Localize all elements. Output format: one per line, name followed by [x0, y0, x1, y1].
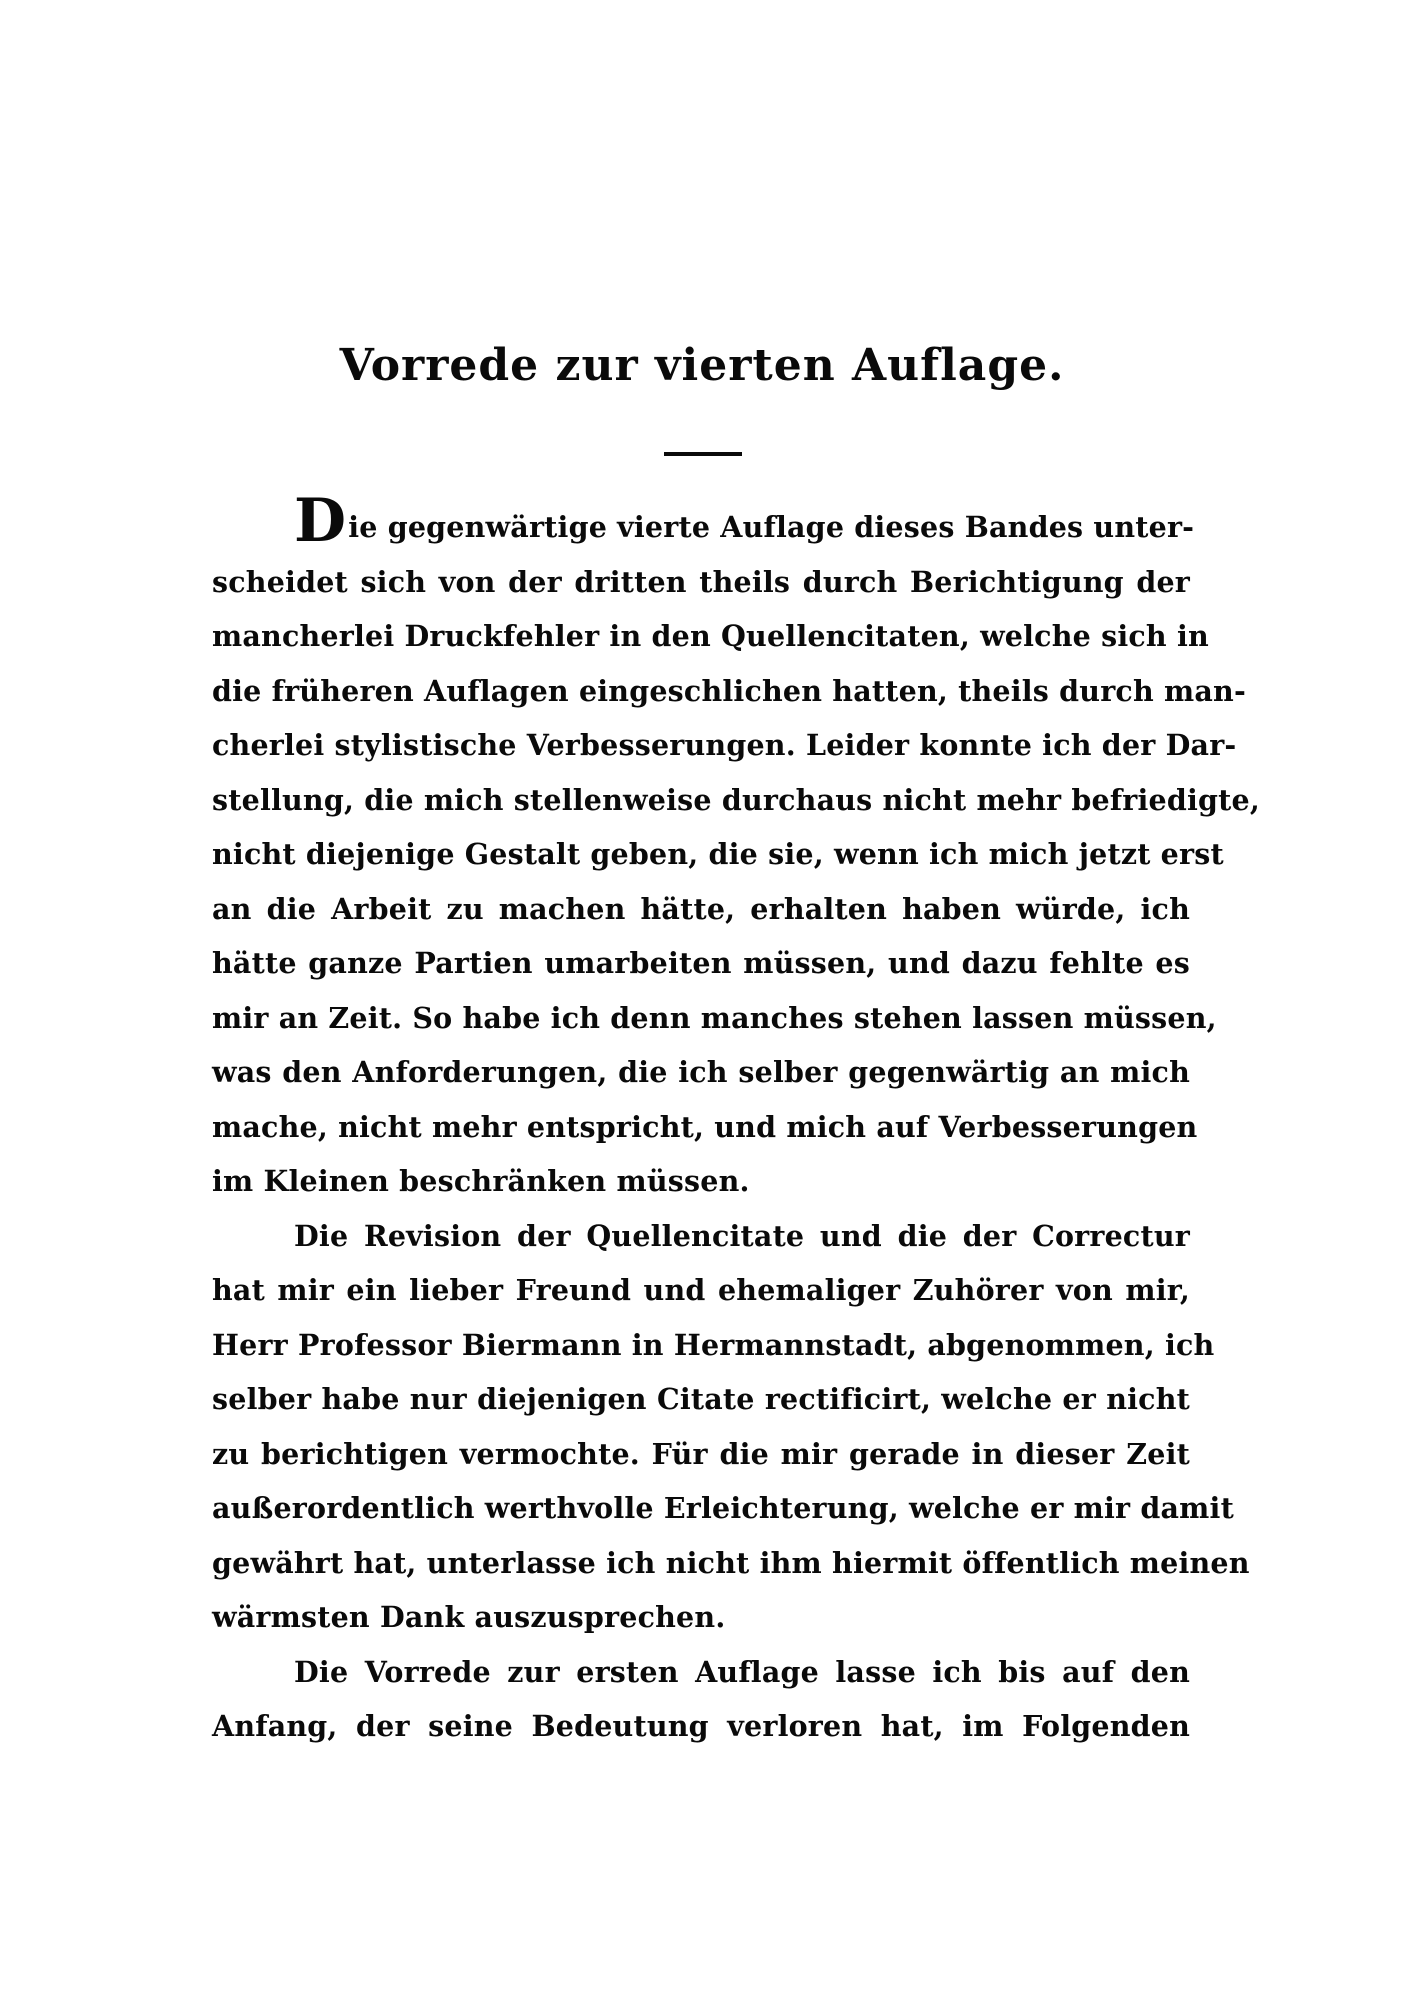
text-line: mache, nicht mehr entspricht, und mich auf Verbesserungen — [212, 1109, 1198, 1144]
paragraph-2 — [212, 1209, 1250, 1645]
text-line: stellung, die mich stellenweise durchaus nicht mehr befriedigte, — [212, 782, 1260, 817]
page-title: Vorrede zur vierten Auflage. — [339, 340, 1065, 391]
text-line: hätte ganze Partien umarbeiten müssen, und dazu fehlte es — [212, 946, 1190, 980]
text-line: nicht diejenige Gestalt geben, die sie, wenn ich mich jetzt erst — [212, 837, 1224, 871]
text-line: hat mir ein lieber Freund und ehemaliger Zuhörer von mir, — [212, 1273, 1190, 1307]
text-line: cherlei stylistische Verbesserungen. Leider konnte ich der Dar- — [212, 728, 1237, 762]
text-line: selber habe nur diejenigen Citate rectificirt, welche er nicht — [212, 1382, 1190, 1416]
text-line: Die Revision der Quellencitate und die der Correctur — [294, 1218, 1190, 1253]
text-line: mancherlei Druckfehler in den Quellencitaten, welche sich in — [212, 619, 1209, 653]
text-line-content: ie gegenwärtige vierte Auflage dieses Bandes unter- — [348, 510, 1195, 544]
text-line: was den Anforderungen, die ich selber gegenwärtig an mich — [212, 1055, 1190, 1089]
text-line: zu berichtigen vermochte. Für die mir gerade in dieser Zeit — [212, 1436, 1190, 1471]
text-line: die früheren Auflagen eingeschlichen hatten, theils durch man- — [212, 673, 1246, 708]
paragraph-1 — [212, 486, 1260, 1209]
drop-cap: D — [294, 486, 347, 556]
paragraph-3 — [212, 1645, 1190, 1754]
title-divider — [664, 452, 742, 456]
text-line: mir an Zeit. So habe ich denn manches stehen lassen müssen, — [212, 1000, 1217, 1035]
text-line — [212, 486, 1195, 556]
text-line: gewährt hat, unterlasse ich nicht ihm hiermit öffentlich meinen — [212, 1545, 1250, 1580]
text-line: Anfang, der seine Bedeutung verloren hat, im Folgenden — [212, 1709, 1190, 1743]
text-line: Herr Professor Biermann in Hermannstadt, abgenommen, ich — [212, 1327, 1215, 1362]
text-line: Die Vorrede zur ersten Auflage lasse ich bis auf den — [294, 1654, 1190, 1689]
text-line: wärmsten Dank auszusprechen. — [212, 1600, 726, 1634]
text-line: außerordentlich werthvolle Erleichterung, welche er mir damit — [212, 1491, 1234, 1525]
text-line: scheidet sich von der dritten theils durch Berichtigung der — [212, 564, 1190, 599]
text-line: an die Arbeit zu machen hätte, erhalten haben würde, ich — [212, 891, 1190, 926]
text-line: im Kleinen beschränken müssen. — [212, 1164, 750, 1198]
body-text — [212, 486, 1260, 1754]
